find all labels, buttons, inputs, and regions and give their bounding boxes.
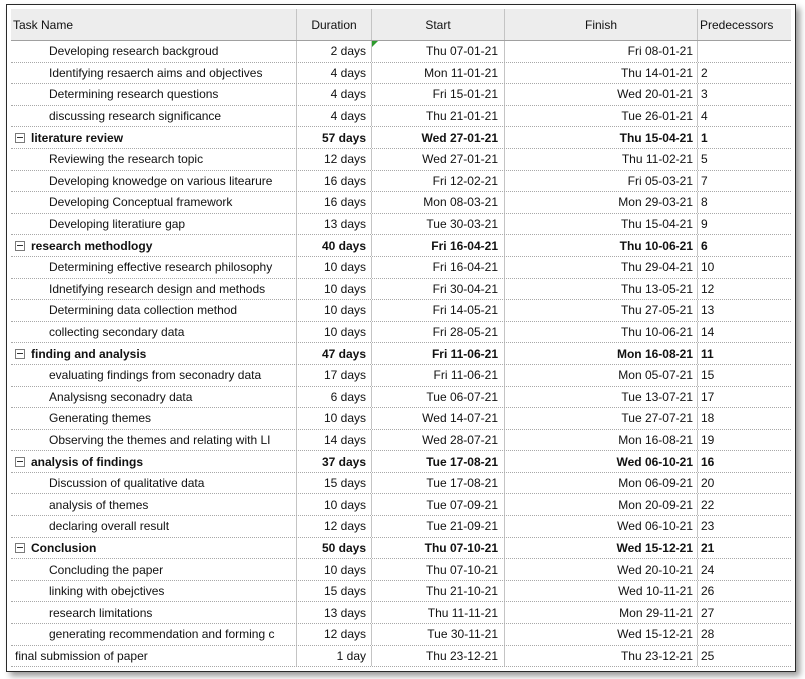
duration-cell[interactable]: 1 day: [297, 646, 372, 667]
start-date-value: Tue 21-09-21: [426, 519, 498, 534]
task-rows: [11, 41, 791, 667]
predecessors-cell[interactable]: 14: [701, 325, 715, 340]
start-date-cell[interactable]: [372, 149, 505, 170]
duration-cell[interactable]: 10 days: [297, 257, 372, 278]
task-name-label: Determining research questions: [49, 87, 219, 102]
column-header-task-name[interactable]: Task Name: [11, 9, 297, 40]
finish-date-cell[interactable]: Thu 29-04-21: [505, 257, 698, 278]
finish-date-cell[interactable]: Wed 15-12-21: [505, 538, 698, 559]
task-name-label: evaluating findings from seconadry data: [49, 368, 262, 383]
task-name-label: research limitations: [49, 605, 153, 620]
finish-date-cell[interactable]: Fri 08-01-21: [505, 41, 698, 62]
predecessors-cell[interactable]: 15: [701, 368, 715, 383]
task-name-label: Conclusion: [31, 540, 97, 555]
start-date-value: Thu 07-01-21: [425, 44, 498, 59]
task-row[interactable]: [11, 41, 791, 63]
duration-cell[interactable]: 57 days: [297, 127, 372, 148]
task-name-label: Determining data collection method: [49, 303, 238, 318]
predecessors-cell[interactable]: 25: [701, 648, 715, 663]
task-name-label: declaring overall result: [49, 519, 170, 534]
start-date-value: Wed 27-01-21: [421, 130, 498, 145]
finish-date-cell[interactable]: Thu 15-04-21: [505, 127, 698, 148]
task-name-cell[interactable]: [11, 430, 297, 451]
duration-cell[interactable]: 10 days: [297, 408, 372, 429]
predecessors-cell[interactable]: 20: [701, 476, 715, 491]
predecessors-cell[interactable]: 7: [701, 173, 708, 188]
duration-cell[interactable]: 13 days: [297, 214, 372, 235]
duration-cell[interactable]: 10 days: [297, 300, 372, 321]
start-date-cell[interactable]: [372, 343, 505, 364]
start-date-cell[interactable]: [372, 581, 505, 602]
task-row[interactable]: [11, 581, 791, 603]
task-name-cell[interactable]: [11, 451, 297, 472]
task-name-cell[interactable]: [11, 516, 297, 537]
task-name-cell[interactable]: [11, 63, 297, 84]
start-date-cell[interactable]: [372, 84, 505, 105]
task-row[interactable]: [11, 387, 791, 409]
start-date-value: Fri 12-02-21: [432, 173, 498, 188]
finish-date-cell[interactable]: Thu 11-02-21: [505, 149, 698, 170]
task-name-cell[interactable]: [11, 322, 297, 343]
predecessors-cell[interactable]: 24: [701, 562, 715, 577]
start-date-cell[interactable]: [372, 646, 505, 667]
start-date-cell[interactable]: [372, 494, 505, 515]
duration-cell[interactable]: 14 days: [297, 430, 372, 451]
task-name-cell[interactable]: [11, 343, 297, 364]
predecessors-cell[interactable]: 22: [701, 497, 715, 512]
column-header-start[interactable]: Start: [372, 9, 505, 40]
start-date-value: Wed 28-07-21: [422, 432, 498, 447]
start-date-value: Thu 21-10-21: [425, 584, 498, 599]
duration-cell[interactable]: 12 days: [297, 149, 372, 170]
duration-cell[interactable]: 12 days: [297, 516, 372, 537]
finish-date-cell[interactable]: Mon 16-08-21: [505, 343, 698, 364]
task-name-cell[interactable]: [11, 127, 297, 148]
start-date-value: Fri 16-04-21: [431, 238, 498, 253]
task-name-cell[interactable]: [11, 473, 297, 494]
finish-date-cell[interactable]: Mon 29-11-21: [505, 602, 698, 623]
collapse-toggle-icon[interactable]: [15, 241, 25, 251]
task-name-label: Discussion of qualitative data: [49, 476, 205, 491]
task-name-cell[interactable]: [11, 494, 297, 515]
collapse-toggle-icon[interactable]: [15, 133, 25, 143]
duration-cell[interactable]: 12 days: [297, 624, 372, 645]
duration-cell[interactable]: 10 days: [297, 559, 372, 580]
start-date-value: Wed 14-07-21: [422, 411, 498, 426]
finish-date-cell[interactable]: Thu 27-05-21: [505, 300, 698, 321]
predecessors-cell[interactable]: 28: [701, 627, 715, 642]
start-date-cell[interactable]: [372, 192, 505, 213]
task-row[interactable]: [11, 149, 791, 171]
predecessors-cell[interactable]: [698, 41, 791, 62]
finish-date-cell[interactable]: Wed 15-12-21: [505, 624, 698, 645]
start-date-value: Thu 21-01-21: [425, 109, 498, 124]
task-name-label: Developing research backgroud: [49, 44, 219, 59]
finish-date-cell[interactable]: Thu 10-06-21: [505, 322, 698, 343]
start-date-cell[interactable]: [372, 538, 505, 559]
task-name-label: finding and analysis: [31, 346, 147, 361]
finish-date-cell[interactable]: Fri 05-03-21: [505, 171, 698, 192]
task-row[interactable]: [11, 494, 791, 516]
duration-cell[interactable]: 37 days: [297, 451, 372, 472]
finish-date-cell[interactable]: Wed 06-10-21: [505, 516, 698, 537]
duration-cell[interactable]: 16 days: [297, 192, 372, 213]
finish-date-cell[interactable]: Thu 10-06-21: [505, 235, 698, 256]
task-grid: [11, 9, 791, 667]
task-row[interactable]: [11, 300, 791, 322]
duration-cell[interactable]: 15 days: [297, 473, 372, 494]
start-date-cell[interactable]: [372, 559, 505, 580]
column-header-predecessors[interactable]: Predecessors: [700, 18, 774, 32]
finish-date-cell[interactable]: Wed 20-10-21: [505, 559, 698, 580]
summary-task-row[interactable]: [11, 235, 791, 257]
start-date-value: Fri 15-01-21: [432, 87, 498, 102]
task-row[interactable]: [11, 279, 791, 301]
task-name-cell[interactable]: [11, 559, 297, 580]
start-date-cell[interactable]: [372, 602, 505, 623]
start-date-cell[interactable]: [372, 516, 505, 537]
task-row[interactable]: [11, 257, 791, 279]
duration-cell[interactable]: 4 days: [297, 63, 372, 84]
summary-task-row[interactable]: [11, 127, 791, 149]
task-row[interactable]: [11, 322, 791, 344]
task-name-label: Generating themes: [49, 411, 152, 426]
task-name-cell[interactable]: [11, 41, 297, 62]
predecessors-cell[interactable]: 3: [701, 87, 708, 102]
start-date-value: Wed 27-01-21: [422, 152, 498, 167]
task-name-cell[interactable]: [11, 235, 297, 256]
task-row[interactable]: [11, 559, 791, 581]
task-name-label: collecting secondary data: [49, 325, 185, 340]
task-row[interactable]: [11, 516, 791, 538]
start-date-cell[interactable]: [372, 235, 505, 256]
finish-date-cell[interactable]: Wed 10-11-21: [505, 581, 698, 602]
finish-date-cell[interactable]: Thu 14-01-21: [505, 63, 698, 84]
predecessors-cell[interactable]: 23: [701, 519, 715, 534]
task-name-label: final submission of paper: [15, 648, 148, 663]
start-date-cell[interactable]: [372, 451, 505, 472]
finish-date-cell[interactable]: Mon 05-07-21: [505, 365, 698, 386]
predecessors-cell[interactable]: 19: [701, 432, 715, 447]
start-date-cell[interactable]: [372, 127, 505, 148]
start-date-value: Tue 30-03-21: [426, 217, 498, 232]
task-row[interactable]: [11, 63, 791, 85]
predecessors-cell[interactable]: 5: [701, 152, 708, 167]
predecessors-cell[interactable]: 12: [701, 281, 715, 296]
collapse-toggle-icon[interactable]: [15, 457, 25, 467]
start-date-cell[interactable]: [372, 279, 505, 300]
finish-date-cell[interactable]: Thu 15-04-21: [505, 214, 698, 235]
duration-cell[interactable]: 2 days: [297, 41, 372, 62]
column-header-finish[interactable]: Finish: [505, 9, 698, 40]
start-date-cell[interactable]: [372, 214, 505, 235]
start-date-value: Fri 16-04-21: [432, 260, 498, 275]
task-row[interactable]: [11, 192, 791, 214]
task-name-cell[interactable]: [11, 214, 297, 235]
task-name-label: Developing Conceptual framework: [49, 195, 233, 210]
start-date-cell[interactable]: [372, 106, 505, 127]
collapse-toggle-icon[interactable]: [15, 543, 25, 553]
task-name-label: literature review: [31, 130, 124, 145]
finish-date-cell[interactable]: Tue 13-07-21: [505, 387, 698, 408]
finish-date-cell[interactable]: Tue 26-01-21: [505, 106, 698, 127]
task-name-cell[interactable]: [11, 192, 297, 213]
finish-date-cell[interactable]: Mon 20-09-21: [505, 494, 698, 515]
duration-cell[interactable]: 6 days: [297, 387, 372, 408]
gantt-table-window: [6, 4, 796, 672]
task-name-label: research methodlogy: [31, 238, 153, 253]
column-header-row: [11, 9, 791, 41]
start-date-value: Thu 11-11-21: [427, 605, 498, 620]
predecessors-cell[interactable]: 8: [701, 195, 708, 210]
start-date-cell[interactable]: [372, 473, 505, 494]
start-date-value: Tue 06-07-21: [426, 389, 498, 404]
predecessors-cell[interactable]: 1: [701, 130, 708, 145]
duration-cell[interactable]: 10 days: [297, 279, 372, 300]
start-date-cell[interactable]: [372, 300, 505, 321]
duration-cell[interactable]: 50 days: [297, 538, 372, 559]
task-row[interactable]: [11, 106, 791, 128]
task-name-cell[interactable]: [11, 171, 297, 192]
task-name-label: Developing literatiure gap: [49, 217, 186, 232]
start-date-value: Mon 08-03-21: [423, 195, 498, 210]
duration-cell[interactable]: 10 days: [297, 494, 372, 515]
finish-date-cell[interactable]: Mon 06-09-21: [505, 473, 698, 494]
task-name-cell[interactable]: [11, 387, 297, 408]
start-date-value: Tue 17-08-21: [426, 476, 498, 491]
start-date-value: Fri 14-05-21: [432, 303, 498, 318]
task-name-cell[interactable]: [11, 257, 297, 278]
duration-cell[interactable]: 4 days: [297, 84, 372, 105]
start-date-cell[interactable]: [372, 257, 505, 278]
start-date-value: Tue 30-11-21: [427, 627, 498, 642]
start-date-value: Tue 07-09-21: [426, 497, 498, 512]
task-name-label: Idnetifying research design and methods: [49, 281, 266, 296]
task-name-label: linking with obejctives: [49, 584, 165, 599]
start-date-value: Fri 28-05-21: [432, 325, 498, 340]
task-name-cell[interactable]: [11, 84, 297, 105]
duration-cell[interactable]: 47 days: [297, 343, 372, 364]
cell-indicator-icon: [372, 41, 378, 47]
start-date-value: Fri 30-04-21: [432, 281, 498, 296]
start-date-cell[interactable]: [372, 63, 505, 84]
start-date-cell[interactable]: [372, 365, 505, 386]
task-row[interactable]: [11, 84, 791, 106]
start-date-cell[interactable]: [372, 387, 505, 408]
task-name-cell[interactable]: [11, 365, 297, 386]
start-date-value: Thu 07-10-21: [424, 540, 498, 555]
predecessors-cell[interactable]: 9: [701, 217, 708, 232]
start-date-cell[interactable]: [372, 171, 505, 192]
task-name-cell[interactable]: [11, 408, 297, 429]
predecessors-cell[interactable]: 2: [701, 65, 708, 80]
task-name-label: Analysisng seconadry data: [49, 389, 193, 404]
predecessors-cell[interactable]: 11: [701, 346, 714, 361]
task-name-label: analysis of themes: [49, 497, 149, 512]
start-date-cell[interactable]: [372, 624, 505, 645]
start-date-value: Fri 11-06-21: [433, 368, 498, 383]
task-row[interactable]: [11, 602, 791, 624]
task-name-label: analysis of findings: [31, 454, 144, 469]
finish-date-cell[interactable]: Tue 27-07-21: [505, 408, 698, 429]
task-name-cell[interactable]: [11, 300, 297, 321]
duration-cell[interactable]: 4 days: [297, 106, 372, 127]
predecessors-cell[interactable]: 27: [701, 605, 715, 620]
summary-task-row[interactable]: [11, 343, 791, 365]
duration-cell[interactable]: 17 days: [297, 365, 372, 386]
finish-date-cell[interactable]: Thu 13-05-21: [505, 279, 698, 300]
task-name-cell[interactable]: [11, 581, 297, 602]
duration-cell[interactable]: 15 days: [297, 581, 372, 602]
start-date-value: Thu 23-12-21: [425, 648, 498, 663]
predecessors-cell[interactable]: 10: [701, 260, 715, 275]
start-date-value: Mon 11-01-21: [424, 65, 498, 80]
finish-date-cell[interactable]: Wed 20-01-21: [505, 84, 698, 105]
duration-cell[interactable]: 16 days: [297, 171, 372, 192]
collapse-toggle-icon[interactable]: [15, 349, 25, 359]
task-name-label: discussing research significance: [49, 109, 222, 124]
task-name-cell[interactable]: [11, 106, 297, 127]
duration-cell[interactable]: 10 days: [297, 322, 372, 343]
task-name-cell[interactable]: [11, 279, 297, 300]
start-date-value: Fri 11-06-21: [431, 346, 498, 361]
task-name-cell[interactable]: [11, 624, 297, 645]
task-name-label: Concluding the paper: [49, 562, 164, 577]
start-date-value: Thu 07-10-21: [425, 562, 498, 577]
predecessors-cell[interactable]: 18: [701, 411, 715, 426]
task-row[interactable]: [11, 214, 791, 236]
finish-date-cell[interactable]: Mon 16-08-21: [505, 430, 698, 451]
predecessors-cell[interactable]: 16: [701, 454, 715, 469]
summary-task-row[interactable]: [11, 538, 791, 560]
start-date-cell[interactable]: [372, 322, 505, 343]
predecessors-cell[interactable]: 26: [701, 584, 715, 599]
duration-cell[interactable]: 40 days: [297, 235, 372, 256]
task-name-label: generating recommendation and forming c: [49, 627, 275, 642]
predecessors-cell[interactable]: 17: [701, 389, 715, 404]
task-name-label: Developing knowedge on various litearure: [49, 173, 273, 188]
task-row[interactable]: [11, 430, 791, 452]
task-row[interactable]: [11, 171, 791, 193]
start-date-value: Tue 17-08-21: [426, 454, 498, 469]
finish-date-cell[interactable]: Wed 06-10-21: [505, 451, 698, 472]
task-row[interactable]: [11, 408, 791, 430]
predecessors-cell[interactable]: 4: [701, 109, 708, 124]
task-name-label: Observing the themes and relating with LI: [49, 432, 271, 447]
predecessors-cell[interactable]: 13: [701, 303, 715, 318]
task-name-cell[interactable]: [11, 646, 297, 667]
task-name-label: Identifying resaerch aims and objectives: [49, 65, 263, 80]
task-row[interactable]: [11, 624, 791, 646]
predecessors-cell[interactable]: 21: [701, 540, 715, 555]
column-header-duration[interactable]: Duration: [297, 9, 372, 40]
predecessors-cell[interactable]: 6: [701, 238, 708, 253]
finish-date-cell[interactable]: Mon 29-03-21: [505, 192, 698, 213]
task-row[interactable]: [11, 646, 791, 668]
finish-date-cell[interactable]: Thu 23-12-21: [505, 646, 698, 667]
task-name-cell[interactable]: [11, 602, 297, 623]
task-row[interactable]: [11, 473, 791, 495]
start-date-cell[interactable]: [372, 41, 505, 62]
task-row[interactable]: [11, 365, 791, 387]
start-date-cell[interactable]: [372, 408, 505, 429]
task-name-label: Reviewing the research topic: [49, 152, 204, 167]
start-date-cell[interactable]: [372, 430, 505, 451]
summary-task-row[interactable]: [11, 451, 791, 473]
task-name-cell[interactable]: [11, 538, 297, 559]
duration-cell[interactable]: 13 days: [297, 602, 372, 623]
task-name-label: Determining effective research philosophy: [49, 260, 273, 275]
task-name-cell[interactable]: [11, 149, 297, 170]
